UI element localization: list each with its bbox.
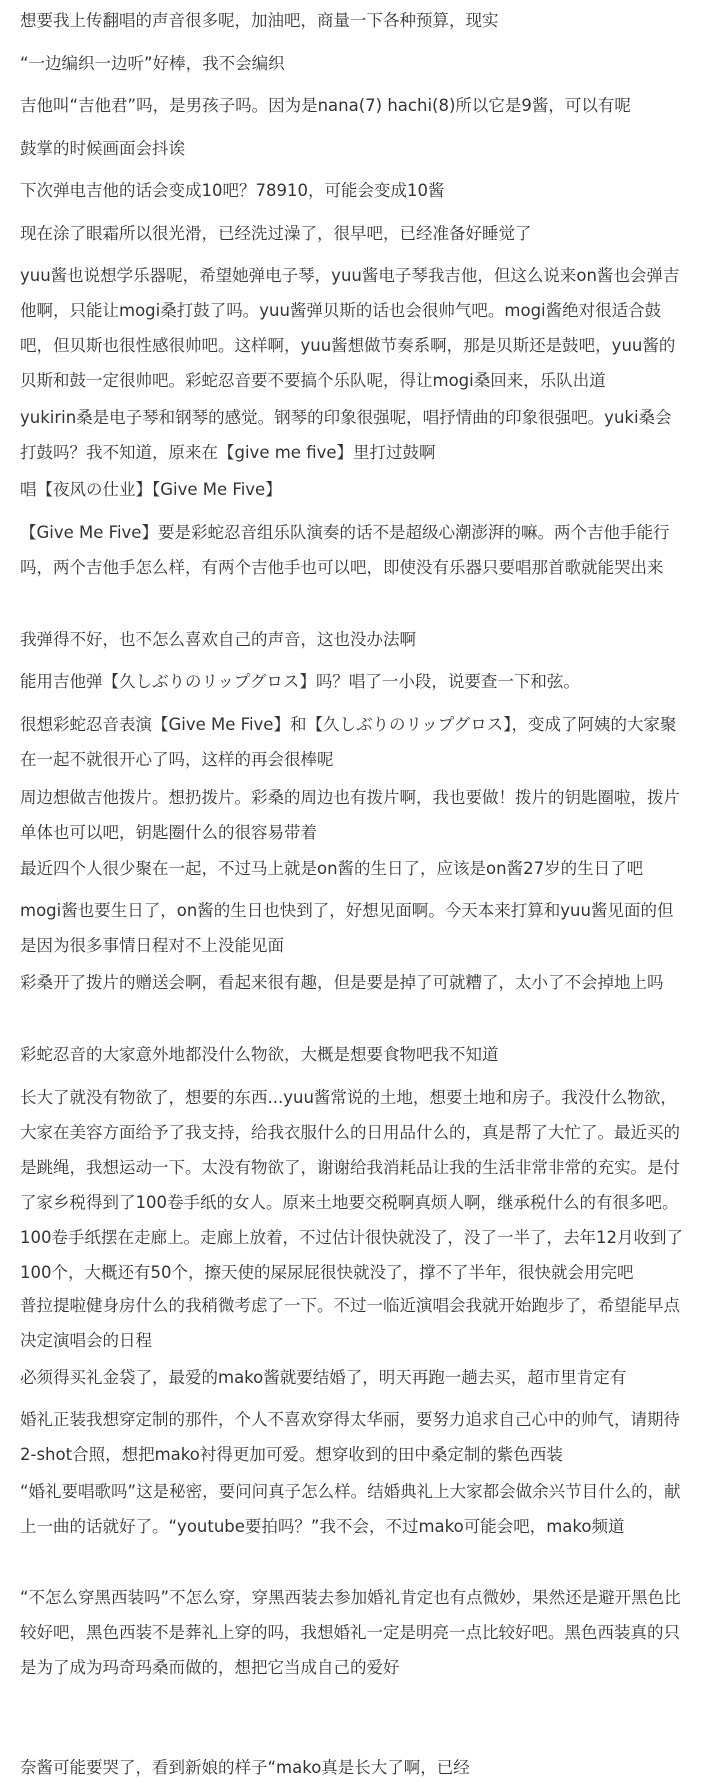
paragraph: 最近四个人很少聚在一起，不过马上就是on酱的生日了，应该是on酱27岁的生日了吧 (20, 859, 644, 878)
paragraph: 必须得买礼金袋了，最爱的mako酱就要结婚了，明天再跑一趟去买，超市里肯定有 (20, 1368, 627, 1387)
paragraph: 婚礼正装我想穿定制的那件，个人不喜欢穿得太华丽，要努力追求自己心中的帅气，请期待2-shot合照，想把mako衬得更加可爱。想穿收到的田中桑定制的紫色西装 (20, 1410, 680, 1464)
paragraph: 奈酱可能要哭了，看到新娘的样子“mako真是长大了啊，已经 (20, 1758, 470, 1777)
paragraph: 很想彩蛇忍音表演【Give Me Five】和【久しぶりのリップグロス】，变成了阿姨的大家聚在一起不就很开心了吗，这样的再会很棒呢 (20, 715, 677, 769)
paragraph: 吉他叫“吉他君”吗，是男孩子吗。因为是nana(7) hachi(8)所以它是9酱，可以有呢 (20, 96, 631, 115)
paragraph: 长大了就没有物欲了，想要的东西...yuu酱常说的土地，想要土地和房子。我没什么物欲，大家在美容方面给予了我支持，给我衣服什么的日用品什么的，真是帮了大忙了。最近买的是跳绳，我想运动一下。太没有物欲了，谢谢给我消耗品让我的生活非常非常的充实。是付了家乡税得到了100卷手纸的女人。原来土地要交税啊真烦人啊，继承税什么的有很多吧。100卷手纸摆在走廊上。走廊上放着，不过估计很快就没了，没了一半了，去年12月收到了100个，大概还有50个，擦天使的屎尿屁很快就没了，撑不了半年，很快就会用完吧 (20, 1088, 683, 1282)
paragraph: 我弹得不好，也不怎么喜欢自己的声音，这也没办法啊 (20, 630, 416, 649)
paragraph: yuu酱也说想学乐器呢，希望她弹电子琴，yuu酱电子琴我吉他，但这么说来on酱也会弹吉他啊，只能让mogi桑打鼓了吗。yuu酱弹贝斯的话也会很帅气吧。mogi酱绝对很适合鼓吧，但贝斯也很性感很帅吧。这样啊，yuu酱想做节奏系啊，那是贝斯还是鼓吧，yuu酱的贝斯和鼓一定很帅吧。彩蛇忍音要不要搞个乐队呢，得让mogi桑回来，乐队出道 (20, 266, 680, 390)
paragraph: “婚礼要唱歌吗”这是秘密，要问问真子怎么样。结婚典礼上大家都会做余兴节目什么的，献上一曲的话就好了。“youtube要拍吗？”我不会，不过mako可能会吧，mako频道 (20, 1482, 681, 1536)
paragraph: 能用吉他弹【久しぶりのリップグロス】吗？唱了一小段，说要查一下和弦。 (20, 672, 580, 691)
truncated-last-line (0, 1745, 704, 1782)
paragraph: 下次弹电吉他的话会变成10吧？78910，可能会变成10酱 (20, 181, 445, 200)
paragraph: 想要我上传翻唱的声音很多呢，加油吧，商量一下各种预算，现实 (20, 11, 499, 30)
paragraph: 鼓掌的时候画面会抖诶 (20, 139, 185, 158)
paragraph: “不怎么穿黑西装吗”不怎么穿，穿黑西装去参加婚礼肯定也有点微妙，果然还是避开黑色比较好吧，黑色西装不是葬礼上穿的吗，我想婚礼一定是明亮一点比较好吧。黑色西装真的只是为了成为玛奇玛桑而做的，想把它当成自己的爱好 (20, 1588, 681, 1677)
paragraph: mogi酱也要生日了，on酱的生日也快到了，好想见面啊。今天本来打算和yuu酱见面的但是因为很多事情日程对不上没能见面 (20, 901, 674, 955)
paragraph: “一边编织一边听”好棒，我不会编织 (20, 54, 285, 73)
paragraph: 周边想做吉他拨片。想扔拨片。彩桑的周边也有拨片啊，我也要做！拨片的钥匙圈啦，拨片单体也可以吧，钥匙圈什么的很容易带着 (20, 788, 680, 842)
paragraph: 彩蛇忍音的大家意外地都没什么物欲，大概是想要食物吧我不知道 (20, 1045, 499, 1064)
paragraph: yukirin桑是电子琴和钢琴的感觉。钢琴的印象很强呢，唱抒情曲的印象很强吧。yuki桑会打鼓吗？我不知道，原来在【give me five】里打过鼓啊 (20, 408, 672, 462)
paragraph: 唱【夜风の仕业】【Give Me Five】 (20, 480, 282, 499)
paragraph: 彩桑开了拨片的赠送会啊，看起来很有趣，但是要是掉了可就糟了，太小了不会掉地上吗 (20, 973, 664, 992)
paragraph: 现在涂了眼霜所以很光滑，已经洗过澡了，很早吧，已经准备好睡觉了 (20, 224, 532, 243)
paragraph: 【Give Me Five】要是彩蛇忍音组乐队演奏的话不是超级心潮澎湃的嘛。两个吉他手能行吗，两个吉他手怎么样，有两个吉他手也可以吧，即使没有乐器只要唱那首歌就能哭出来 (20, 523, 670, 577)
paragraph: 普拉提啦健身房什么的我稍微考虑了一下。不过一临近演唱会我就开始跑步了，希望能早点决定演唱会的日程 (20, 1296, 680, 1350)
